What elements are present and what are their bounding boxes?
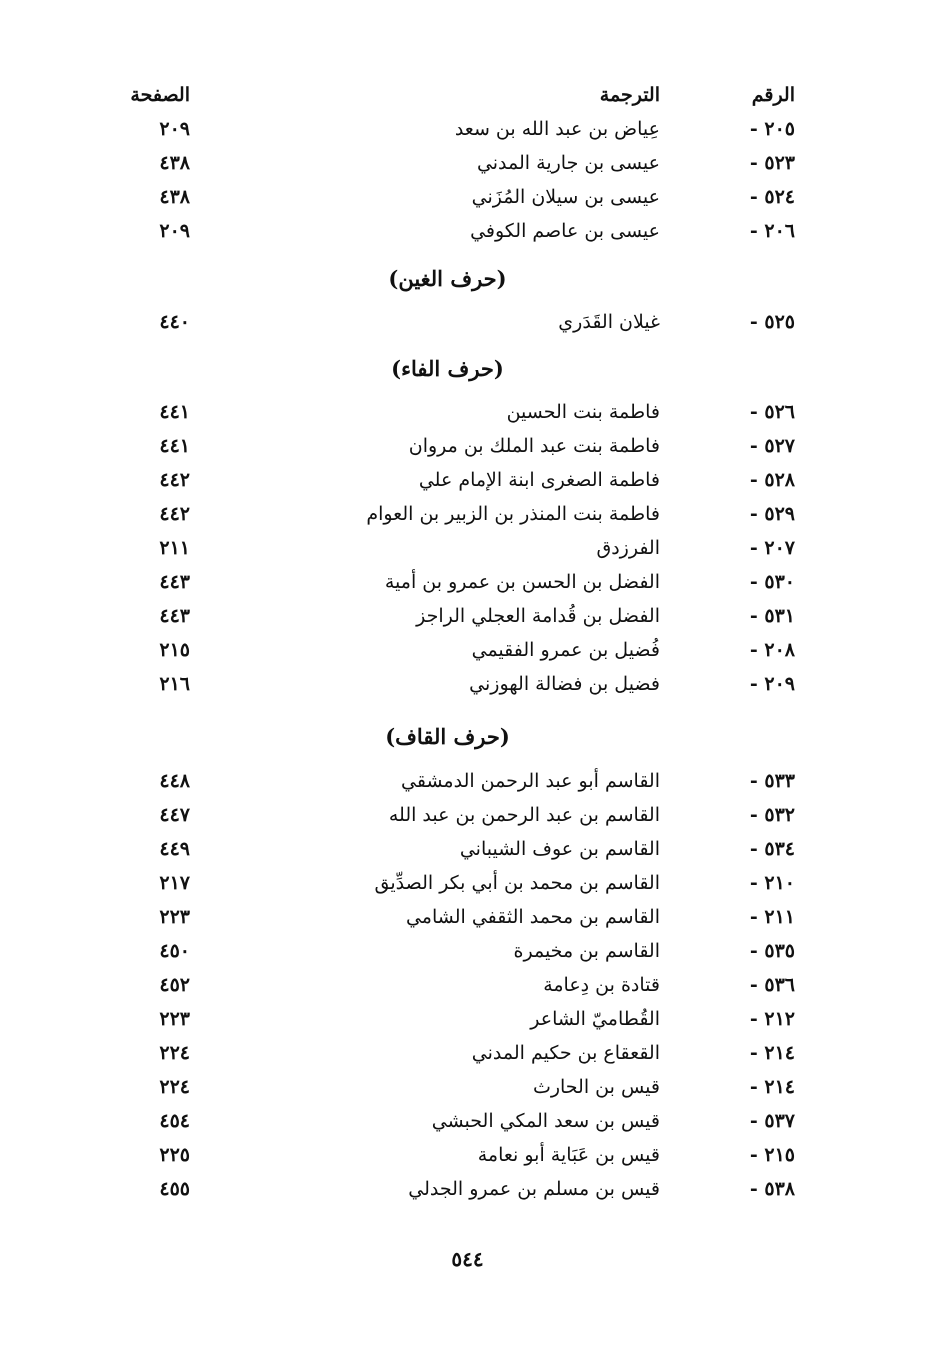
entry-number: ٥٣٠ -	[749, 571, 795, 593]
index-row	[0, 1138, 935, 1172]
entry-page: ٤٥٥	[159, 1178, 190, 1200]
index-row	[0, 633, 935, 667]
entry-name: غيلان القَدَري	[558, 311, 660, 333]
entry-name: الفضل بن قُدامة العجلي الراجز	[416, 605, 660, 627]
entry-page: ٤٣٨	[159, 186, 190, 208]
index-row	[0, 866, 935, 900]
entry-page: ٢٠٩	[159, 220, 190, 242]
index-row	[0, 395, 935, 429]
section-heading-text: (حرف الغين)	[388, 266, 507, 291]
entry-page: ٤٥٤	[159, 1110, 190, 1132]
entry-page: ٢٢٣	[159, 1008, 190, 1030]
entry-number: ٢١٢ -	[749, 1008, 795, 1030]
index-row	[0, 112, 935, 146]
entry-page: ٢٢٥	[159, 1144, 190, 1166]
entry-name: القاسم بن عبد الرحمن بن عبد الله	[388, 804, 660, 826]
entry-number: ٢١٤ -	[749, 1042, 795, 1064]
entry-page: ٤٤٩	[159, 838, 190, 860]
entry-name: قيس بن الحارث	[532, 1076, 660, 1098]
index-row	[0, 497, 935, 531]
entry-page: ٢٠٩	[159, 118, 190, 140]
index-row	[0, 667, 935, 701]
entry-number: ٥٢٨ -	[749, 469, 795, 491]
section-heading	[0, 262, 935, 296]
entry-number: ٥٣٧ -	[749, 1110, 795, 1132]
entry-page: ٢١٦	[159, 673, 190, 695]
entry-name: القاسم بن محمد بن أبي بكر الصدِّيق	[374, 872, 660, 894]
page-number: ٥٤٤	[451, 1247, 484, 1271]
entry-page: ٤٤١	[159, 435, 190, 457]
section-heading-text: (حرف الفاء)	[391, 356, 504, 381]
entry-page: ٢١٧	[159, 872, 190, 894]
entry-number: ٢٠٧ -	[749, 537, 795, 559]
entry-number: ٢٠٦ -	[749, 220, 795, 242]
entry-page: ٤٤٠	[159, 311, 190, 333]
entry-page: ٢١١	[159, 537, 190, 559]
entry-name: عيسى بن عاصم الكوفي	[470, 220, 660, 242]
entry-name: فُضيل بن عمرو الفقيمي	[471, 639, 660, 661]
entry-name: القاسم بن محمد الثقفي الشامي	[405, 906, 660, 928]
entry-number: ٥٣٢ -	[749, 804, 795, 826]
entry-page: ٤٣٨	[159, 152, 190, 174]
index-row	[0, 1172, 935, 1206]
entry-page: ٤٤١	[159, 401, 190, 423]
entry-number: ٢١٥ -	[749, 1144, 795, 1166]
entry-number: ٢٠٩ -	[749, 673, 795, 695]
entry-name: فاطمة بنت الحسين	[506, 401, 660, 423]
entry-name: فاطمة بنت المنذر بن الزبير بن العوام	[366, 503, 660, 525]
index-row	[0, 934, 935, 968]
entry-name: قيس بن مسلم بن عمرو الجدلي	[408, 1178, 660, 1200]
entry-number: ٢١٠ -	[749, 872, 795, 894]
entry-name: عيسى بن سيلان المُزَني	[471, 186, 660, 208]
index-row	[0, 214, 935, 248]
entry-name: الفرزدق	[596, 537, 660, 559]
index-row	[0, 832, 935, 866]
entry-number: ٥٣٥ -	[749, 940, 795, 962]
entry-page: ٤٤٢	[159, 503, 190, 525]
entry-name: الفضل بن الحسن بن عمرو بن أمية	[384, 571, 660, 593]
entry-number: ٥٣٣ -	[749, 770, 795, 792]
index-row	[0, 599, 935, 633]
header-number: الرقم	[751, 84, 795, 106]
entry-page: ٢٢٣	[159, 906, 190, 928]
index-row	[0, 180, 935, 214]
index-row	[0, 900, 935, 934]
section-heading	[0, 352, 935, 386]
header-entry: الترجمة	[599, 84, 660, 106]
entry-page: ٤٤٢	[159, 469, 190, 491]
index-row	[0, 764, 935, 798]
entry-number: ٥٢٩ -	[749, 503, 795, 525]
entry-name: فضيل بن فضالة الهوزني	[469, 673, 660, 695]
index-row	[0, 798, 935, 832]
entry-number: ٥٣٤ -	[749, 838, 795, 860]
section-heading-text: (حرف القاف)	[385, 724, 510, 749]
entry-number: ٥٣١ -	[749, 605, 795, 627]
entry-number: ٥٢٣ -	[749, 152, 795, 174]
section-heading	[0, 720, 935, 754]
index-row	[0, 1036, 935, 1070]
entry-name: فاطمة الصغرى ابنة الإمام علي	[418, 469, 660, 491]
entry-name: قيس بن سعد المكي الحبشي	[431, 1110, 660, 1132]
index-row	[0, 146, 935, 180]
entry-name: القاسم بن عوف الشيباني	[459, 838, 660, 860]
entry-number: ٥٣٦ -	[749, 974, 795, 996]
entry-page: ٢٢٤	[159, 1076, 190, 1098]
entry-number: ٥٢٦ -	[749, 401, 795, 423]
entry-number: ٥٢٥ -	[749, 311, 795, 333]
entry-name: فاطمة بنت عبد الملك بن مروان	[408, 435, 660, 457]
entry-name: القعقاع بن حكيم المدني	[471, 1042, 660, 1064]
index-row	[0, 1070, 935, 1104]
entry-name: قتادة بن دِعامة	[543, 974, 660, 996]
index-row	[0, 1002, 935, 1036]
entry-number: ٢١٤ -	[749, 1076, 795, 1098]
index-row	[0, 305, 935, 339]
entry-name: القاسم بن مخيمرة	[513, 940, 660, 962]
entry-name: قيس بن عَبَاية أبو نعامة	[477, 1144, 660, 1166]
entry-page: ٤٥٢	[159, 974, 190, 996]
index-row	[0, 1104, 935, 1138]
index-row	[0, 531, 935, 565]
entry-page: ٤٤٣	[159, 571, 190, 593]
entry-page: ٤٤٣	[159, 605, 190, 627]
entry-page: ٤٤٨	[159, 770, 190, 792]
entry-page: ٤٥٠	[159, 940, 190, 962]
entry-number: ٢١١ -	[749, 906, 795, 928]
index-row	[0, 463, 935, 497]
entry-number: ٢٠٨ -	[749, 639, 795, 661]
entry-number: ٢٠٥ -	[749, 118, 795, 140]
entry-number: ٥٢٧ -	[749, 435, 795, 457]
entry-name: القُطاميّ الشاعر	[530, 1008, 660, 1030]
column-header	[0, 78, 935, 112]
entry-page: ٤٤٧	[159, 804, 190, 826]
header-page: الصفحة	[130, 84, 190, 106]
entry-number: ٥٣٨ -	[749, 1178, 795, 1200]
entry-number: ٥٢٤ -	[749, 186, 795, 208]
index-row	[0, 429, 935, 463]
entry-page: ٢٢٤	[159, 1042, 190, 1064]
index-row	[0, 565, 935, 599]
entry-name: القاسم أبو عبد الرحمن الدمشقي	[401, 770, 660, 792]
index-row	[0, 968, 935, 1002]
entry-page: ٢١٥	[159, 639, 190, 661]
entry-name: عِياض بن عبد الله بن سعد	[454, 118, 660, 140]
entry-name: عيسى بن جارية المدني	[476, 152, 660, 174]
